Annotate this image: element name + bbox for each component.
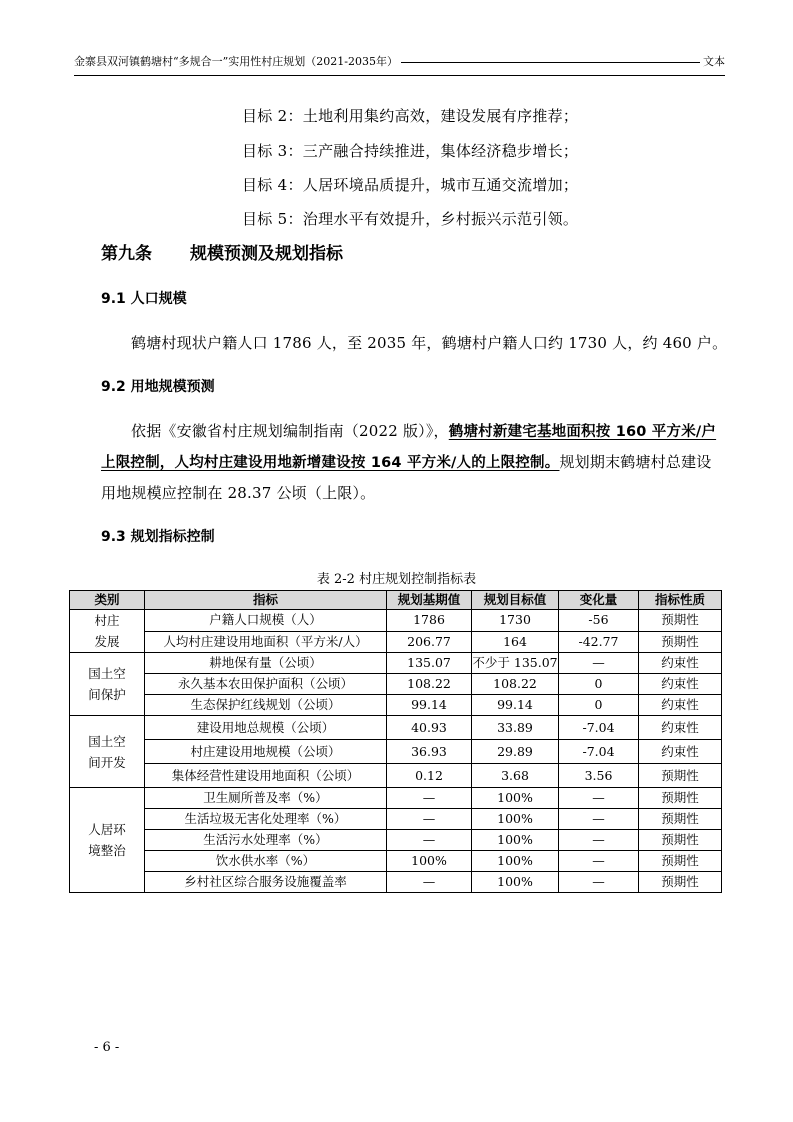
value-cell: — (387, 788, 472, 809)
value-cell: 108.22 (387, 674, 472, 695)
value-cell: 164 (472, 631, 559, 653)
value-cell: 100% (387, 851, 472, 872)
value-cell: — (559, 788, 639, 809)
value-cell: -56 (559, 610, 639, 632)
value-cell: — (387, 872, 472, 893)
value-cell: 100% (472, 830, 559, 851)
indicator-name-cell: 永久基本农田保护面积（公顷） (145, 674, 387, 695)
value-cell: — (559, 830, 639, 851)
value-cell: 100% (472, 788, 559, 809)
value-cell: 100% (472, 809, 559, 830)
col-header: 类别 (70, 591, 145, 610)
value-cell: 206.77 (387, 631, 472, 653)
col-header: 变化量 (559, 591, 639, 610)
value-cell: 135.07 (387, 653, 472, 674)
category-cell: 国土空间保护 (70, 653, 145, 716)
section-heading-9-2: 9.2 用地规模预测 (101, 379, 215, 395)
indicator-name-cell: 户籍人口规模（人） (145, 610, 387, 632)
value-cell: 40.93 (387, 716, 472, 740)
value-cell: 100% (472, 872, 559, 893)
value-cell: — (387, 809, 472, 830)
table-row (70, 653, 722, 674)
goal-item: 目标 2：土地利用集约高效，建设发展有序推荐； (242, 107, 579, 125)
value-cell: — (559, 809, 639, 830)
table-row (70, 631, 722, 653)
col-header: 规划基期值 (387, 591, 472, 610)
value-cell: 33.89 (472, 716, 559, 740)
value-cell: 约束性 (639, 653, 722, 674)
goal-item: 目标 4：人居环境品质提升，城市互通交流增加； (242, 176, 579, 194)
value-cell: 0.12 (387, 764, 472, 788)
page-header (74, 51, 725, 73)
category-cell: 人居环境整治 (70, 788, 145, 893)
table-row (70, 830, 722, 851)
land-paragraph-line-2 (101, 452, 711, 473)
value-cell: 约束性 (639, 674, 722, 695)
land-text-pre: 依据《安徽省村庄规划编制指南（2022 版）》， (131, 422, 449, 440)
value-cell: 预期性 (639, 872, 722, 893)
table-row (70, 872, 722, 893)
header-title: 金寨县双河镇鹤塘村“多规合一”实用性村庄规划（2021-2035年） (74, 55, 398, 68)
value-cell: 约束性 (639, 695, 722, 716)
value-cell: -42.77 (559, 631, 639, 653)
indicator-name-cell: 饮水供水率（%） (145, 851, 387, 872)
table-header-row (70, 591, 722, 610)
table-body (70, 610, 722, 893)
table-row (70, 788, 722, 809)
table-row (70, 674, 722, 695)
value-cell: 预期性 (639, 764, 722, 788)
indicator-name-cell: 建设用地总规模（公顷） (145, 716, 387, 740)
value-cell: 预期性 (639, 610, 722, 632)
land-text-post: 规划期末鹤塘村总建设 (559, 453, 712, 471)
table-row (70, 764, 722, 788)
header-rule (74, 75, 725, 76)
indicator-name-cell: 耕地保有量（公顷） (145, 653, 387, 674)
goal-item: 目标 3：三产融合持续推进，集体经济稳步增长； (242, 142, 579, 160)
indicator-name-cell: 生活垃圾无害化处理率（%） (145, 809, 387, 830)
indicator-name-cell: 生活污水处理率（%） (145, 830, 387, 851)
value-cell: 预期性 (639, 788, 722, 809)
table-row (70, 716, 722, 740)
land-paragraph-line-1 (131, 421, 716, 442)
article-heading (101, 242, 343, 266)
indicator-name-cell: 人均村庄建设用地面积（平方米/人） (145, 631, 387, 653)
table-caption: 表 2-2 村庄规划控制指标表 (316, 572, 477, 587)
table-row (70, 610, 722, 632)
value-cell: 1786 (387, 610, 472, 632)
value-cell: 0 (559, 695, 639, 716)
indicator-name-cell: 生态保护红线规划（公顷） (145, 695, 387, 716)
value-cell: 1730 (472, 610, 559, 632)
value-cell: 108.22 (472, 674, 559, 695)
land-text-emphasis: 鹤塘村新建宅基地面积按 160 平方米/户 (448, 424, 717, 440)
value-cell: 36.93 (387, 740, 472, 764)
category-cell: 国土空间开发 (70, 716, 145, 788)
value-cell: 29.89 (472, 740, 559, 764)
value-cell: 预期性 (639, 631, 722, 653)
indicator-name-cell: 卫生厕所普及率（%） (145, 788, 387, 809)
section-heading-9-3: 9.3 规划指标控制 (101, 529, 215, 545)
value-cell: 3.56 (559, 764, 639, 788)
table-row (70, 695, 722, 716)
header-suffix: 文本 (703, 55, 725, 68)
value-cell: -7.04 (559, 716, 639, 740)
category-cell: 村庄发展 (70, 610, 145, 653)
indicator-name-cell: 乡村社区综合服务设施覆盖率 (145, 872, 387, 893)
value-cell: -7.04 (559, 740, 639, 764)
table-row (70, 851, 722, 872)
land-paragraph-line-3: 用地规模应控制在 28.37 公顷（上限）。 (101, 484, 376, 502)
value-cell: — (387, 830, 472, 851)
value-cell: 预期性 (639, 851, 722, 872)
table-row (70, 809, 722, 830)
planning-indicator-table (69, 590, 722, 893)
value-cell: 约束性 (639, 740, 722, 764)
indicator-name-cell: 集体经营性建设用地面积（公顷） (145, 764, 387, 788)
col-header: 指标 (145, 591, 387, 610)
value-cell: 99.14 (472, 695, 559, 716)
col-header: 指标性质 (639, 591, 722, 610)
population-paragraph: 鹤塘村现状户籍人口 1786 人，至 2035 年，鹤塘村户籍人口约 1730 人，约 460 户。 (131, 334, 728, 352)
indicator-name-cell: 村庄建设用地规模（公顷） (145, 740, 387, 764)
col-header: 规划目标值 (472, 591, 559, 610)
value-cell: — (559, 653, 639, 674)
value-cell: 99.14 (387, 695, 472, 716)
value-cell: 100% (472, 851, 559, 872)
value-cell: 预期性 (639, 830, 722, 851)
value-cell: 3.68 (472, 764, 559, 788)
article-number: 第九条 (101, 244, 152, 264)
article-title: 规模预测及规划指标 (190, 244, 343, 264)
value-cell: 预期性 (639, 809, 722, 830)
value-cell: 约束性 (639, 716, 722, 740)
value-cell: 0 (559, 674, 639, 695)
section-heading-9-1: 9.1 人口规模 (101, 291, 187, 307)
page-number: - 6 - (94, 1040, 120, 1055)
value-cell: — (559, 872, 639, 893)
header-dash-line (401, 62, 700, 63)
land-text-emphasis: 上限控制，人均村庄建设用地新增建设按 164 平方米/人的上限控制。 (101, 455, 560, 471)
value-cell: 不少于 135.07 (472, 653, 559, 674)
goal-item: 目标 5：治理水平有效提升，乡村振兴示范引领。 (242, 210, 579, 228)
value-cell: — (559, 851, 639, 872)
table-row (70, 740, 722, 764)
